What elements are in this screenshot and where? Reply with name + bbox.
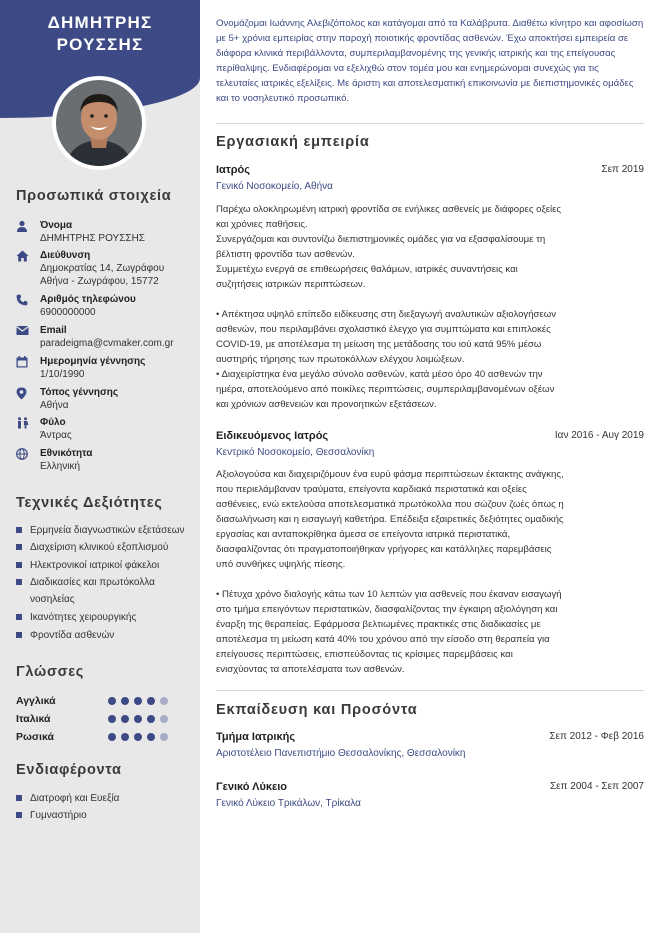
personal-label: Διεύθυνση [40, 250, 91, 261]
bullet-square-icon [16, 562, 22, 568]
language-item [16, 731, 176, 745]
bullet-square-icon [16, 632, 22, 638]
skills-title: Τεχνικές Δεξιότητες [16, 495, 163, 511]
job-description [216, 467, 566, 677]
language-item [16, 695, 176, 709]
personal-label: Αριθμός τηλεφώνου [40, 294, 136, 305]
globe-icon [16, 448, 30, 461]
personal-value-line-2: Αθήνα - Ζωγράφου, 15772 [40, 276, 159, 287]
personal-value: ΔΗΜΗΤΡΗΣ ΡΟΥΣΣΗΣ [40, 233, 145, 244]
mail-icon [16, 325, 30, 338]
language-name: Αγγλικά [16, 695, 56, 707]
job-title: Ειδικευόμενος Ιατρός [216, 430, 329, 442]
person-icon [16, 220, 30, 233]
personal-item-name [16, 219, 196, 245]
personal-value: 1/10/1990 [40, 369, 85, 380]
personal-label: Εθνικότητα [40, 448, 93, 459]
job-description-paragraph: Αξιολογούσα και διαχειριζόμουν ένα ευρύ φάσμα περιπτώσεων έκτακτης ανάγκης, που περιελάμβαναν τραύματα, επείγοντα καρδιακά περιστατικά και οξείες ασθένειες, ενώ εκτελούσα αποτελεσματικά πρωτόκολλα που σώζουν ζωές όπως η διασωλήνωση και η εισαγωγή καθετήρα. Επέδειξα εξαιρετικές δεξιότητες ομαδικής εργασίας και ανταποκρίθηκα άμεσα σε επείγοντα ιατρικά περιστατικά, διασφαλίζοντας ότι πραγματοποιήθηκαν γρήγορες και κατάλληλες παρεμβάσεις υπό συνθήκες υψηλής πίεσης. [216, 469, 564, 570]
personal-item-birthplace [16, 386, 196, 412]
level-dot-filled [134, 697, 142, 705]
level-dot-filled [108, 697, 116, 705]
skill-item: Ηλεκτρονικοί ιατρικοί φάκελοι [16, 557, 196, 574]
level-dot-empty [160, 733, 168, 741]
job-description-paragraph: Παρέχω ολοκληρωμένη ιατρική φροντίδα σε ενήλικες ασθενείς με διάφορες οξείες και χρόνιες παθήσεις. Συνεργάζομαι και συντονίζω διεπιστημονικές ομάδες για να εξασφαλίσουμε τη βέλτιστη φροντίδα των ασθενών. Συμμετέχω ενεργά σε επιθεωρήσεις θαλάμων, ιατρικές συναντήσεις και συζητήσεις ιατρικών περιπτώσεων. [216, 204, 562, 290]
education-title: Εκπαίδευση και Προσόντα [216, 702, 418, 718]
personal-value: Αθήνα [40, 400, 69, 411]
level-dot-filled [134, 733, 142, 741]
level-dot-filled [134, 715, 142, 723]
level-dot-empty [160, 715, 168, 723]
section-divider [216, 123, 644, 124]
language-level [108, 714, 173, 726]
phone-icon [16, 294, 30, 307]
education-institution: Γενικό Λύκειο Τρικάλων, Τρίκαλα [216, 798, 361, 809]
language-item [16, 713, 176, 727]
bullet-square-icon [16, 579, 22, 585]
level-dot-filled [108, 715, 116, 723]
job-organization: Γενικό Νοσοκομείο, Αθήνα [216, 181, 333, 192]
gender-icon [16, 417, 30, 430]
name-line-2: ΡΟΥΣΣΗΣ [56, 35, 144, 54]
bullet-square-icon [16, 614, 22, 620]
experience-title: Εργασιακή εμπειρία [216, 134, 370, 150]
name-line-1: ΔΗΜΗΤΡΗΣ [47, 13, 153, 32]
personal-label: Ημερομηνία γέννησης [40, 356, 146, 367]
bullet-square-icon [16, 812, 22, 818]
job-organization: Κεντρικό Νοσοκομείο, Θεσσαλονίκη [216, 447, 375, 458]
profile-photo [52, 76, 146, 170]
calendar-icon [16, 356, 30, 369]
job-achievements: • Απέκτησα υψηλό επίπεδο ειδίκευσης στη διεξαγωγή αναλυτικών αξιολογήσεων ασθενών, που περιλαμβάνει σχολαστικό έλεγχο για συμπτώματα και επιπλοκές COVID-19, με αποτέλεσμα τη μείωση της μετάδοσης του ιού κατά 95% μέσω αυστηρής τήρησης των πρωτοκόλλων ελέγχου λοιμώξεων. • Διαχειρίστηκα ένα μεγάλο σύνολο ασθενών, κατά μέσο όρο 40 ασθενών την ημέρα, αποτελούμενο από ποικίλες περιπτώσεις, συμπεριλαμβανομένων οξέων και χρόνιων ασθενειών και προνοητικών εξετάσεων. [216, 309, 557, 410]
skill-item: Ικανότητες χειρουργικής [16, 609, 196, 626]
education-title-item: Γενικό Λύκειο [216, 781, 288, 793]
level-dot-filled [121, 733, 129, 741]
skill-item: Διαχείριση κλινικού εξοπλισμού [16, 539, 196, 556]
personal-value: Ελληνική [40, 461, 81, 472]
level-dot-empty [160, 697, 168, 705]
languages-title: Γλώσσες [16, 664, 85, 680]
personal-item-email [16, 324, 196, 350]
personal-item-phone [16, 293, 196, 319]
level-dot-filled [121, 715, 129, 723]
job-description [216, 202, 566, 412]
language-level [108, 696, 173, 708]
bullet-square-icon [16, 527, 22, 533]
education-date: Σεπ 2004 - Σεπ 2007 [549, 781, 644, 792]
education-date: Σεπ 2012 - Φεβ 2016 [549, 731, 644, 742]
skill-item: Φροντίδα ασθενών [16, 627, 196, 644]
skill-item: Διαδικασίες και πρωτόκολλα νοσηλείας [16, 574, 166, 608]
education-institution: Αριστοτέλειο Πανεπιστήμιο Θεσσαλονίκης, Θεσσαλονίκη [216, 748, 466, 759]
job-date: Σεπ 2019 [601, 164, 644, 175]
personal-item-address [16, 249, 196, 288]
candidate-name [0, 12, 200, 56]
skill-item: Ερμηνεία διαγνωστικών εξετάσεων [16, 522, 196, 539]
job-title: Ιατρός [216, 164, 250, 176]
education-title-item: Τμήμα Ιατρικής [216, 731, 296, 743]
language-name: Ρωσικά [16, 731, 54, 743]
job-date: Ιαν 2016 - Αυγ 2019 [554, 430, 644, 441]
personal-label: Email [40, 325, 67, 336]
home-icon [16, 250, 30, 263]
location-pin-icon [16, 387, 30, 400]
avatar [56, 80, 142, 166]
interests-title: Ενδιαφέροντα [16, 762, 122, 778]
personal-value: Δημοκρατίας 14, Ζωγράφου [40, 263, 165, 274]
profile-summary: Ονομάζομαι Ιωάννης Αλεβιζόπολος και κατάγομαι από τα Καλάβρυτα. Διαθέτω κίνητρο και αφοσίωση με 5+ χρόνια εμπειρίας στην παροχή ποιοτικής φροντίδας ασθενών. Έχω αποκτήσει εμπειρεία σε διάφορα κλινικά περιβάλλοντα, συμπεριλαμβανομένης της γενικής ιατρικής και της επείγουσας περίθαλψης. Ενδιαφέρομαι να εξελιχθώ στον τομέα μου και ενημερώνομαι συνεχώς για τις τελευταίες ιατρικές εξελίξεις. Με άριστη και αποτελεσματική επικοινωνία με διεπιστημονικές ομάδες και το νοσηλευτικό προσωπικό. [216, 18, 644, 104]
section-divider [216, 690, 644, 691]
level-dot-filled [121, 697, 129, 705]
bullet-square-icon [16, 544, 22, 550]
personal-details-title: Προσωπικά στοιχεία [16, 188, 172, 204]
interest-item: Γυμναστήριο [16, 807, 196, 824]
personal-item-gender [16, 416, 196, 442]
personal-item-birthdate [16, 355, 196, 381]
personal-label: Τόπος γέννησης [40, 387, 119, 398]
personal-label: Όνομα [40, 220, 73, 231]
level-dot-filled [108, 733, 116, 741]
bullet-square-icon [16, 795, 22, 801]
avatar-illustration [56, 80, 142, 166]
interest-item: Διατροφή και Ευεξία [16, 790, 196, 807]
level-dot-filled [147, 733, 155, 741]
level-dot-filled [147, 697, 155, 705]
job-achievements: • Πέτυχα χρόνο διαλογής κάτω των 10 λεπτών για ασθενείς που έκαναν εισαγωγή στο τμήμα επειγόντων περιστατικών, διασφαλίζοντας την έγκαιρη αξιολόγηση και έναρξη της θεραπείας. Εφάρμοσα βελτιωμένες πρακτικές στις διαδικασίες με αποτέλεσμα τη μείωση κατά 40% του χρόνου από την είσοδο στη θεραπεία για επείγουσες περιπτώσεις, επισπεύδοντας τις κρίσιμες παρεμβάσεις και ενισχύοντας τα αποτελέσματα των ασθενών. [216, 589, 562, 675]
personal-value: 6900000000 [40, 307, 96, 318]
personal-label: Φύλο [40, 417, 66, 428]
language-level [108, 732, 173, 744]
language-name: Ιταλικά [16, 713, 51, 725]
level-dot-filled [147, 715, 155, 723]
personal-item-nationality [16, 447, 196, 473]
personal-value: Άντρας [40, 430, 72, 441]
personal-value: paradeigma@cvmaker.com.gr [40, 338, 174, 349]
